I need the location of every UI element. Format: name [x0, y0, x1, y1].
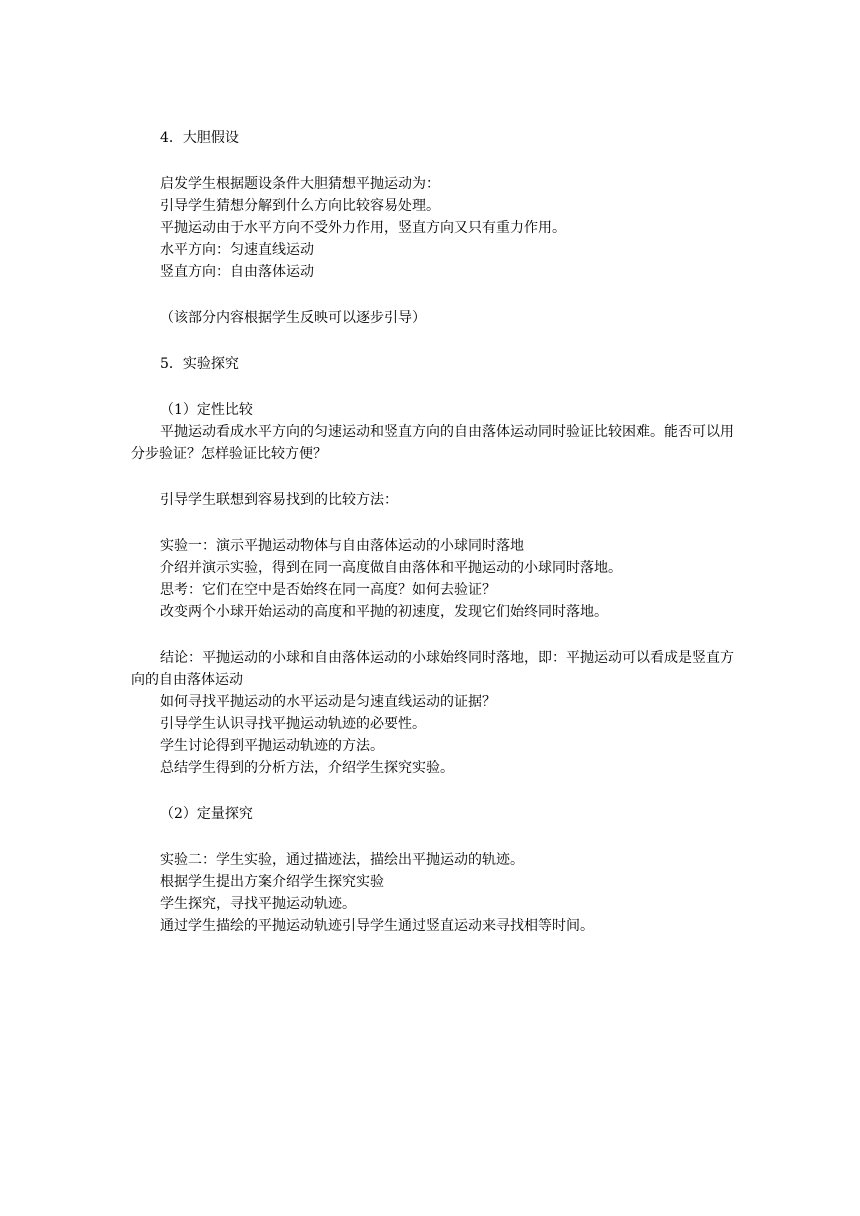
section-4-line: 启发学生根据题设条件大胆猜想平抛运动为： — [160, 176, 440, 192]
followup-line: 如何寻找平抛运动的水平运动是匀速直线运动的证据？ — [160, 694, 496, 710]
quantitative-line: 学生探究，寻找平抛运动轨迹。 — [160, 896, 356, 912]
quantitative-line: 实验二：学生实验，通过描迹法，描绘出平抛运动的轨迹。 — [160, 852, 524, 868]
experiment-line: 介绍并演示实验，得到在同一高度做自由落体和平抛运动的小球同时落地。 — [160, 560, 622, 576]
quantitative-line: 通过学生描绘的平抛运动轨迹引导学生通过竖直运动来寻找相等时间。 — [160, 918, 594, 934]
conclusion-paragraph: 结论：平抛运动的小球和自由落体运动的小球始终同时落地，即：平抛运动可以看成是竖直方向的自由落体运动 — [131, 650, 734, 688]
experiment-line: 实验一：演示平抛运动物体与自由落体运动的小球同时落地 — [160, 538, 524, 554]
section-4-line: 平抛运动由于水平方向不受外力作用，竖直方向又只有重力作用。 — [160, 220, 566, 236]
followup-line: 总结学生得到的分析方法，介绍学生探究实验。 — [160, 760, 454, 776]
quantitative-line: 根据学生提出方案介绍学生探究实验 — [160, 874, 384, 890]
subsection-1-heading: （1）定性比较 — [160, 402, 253, 418]
experiment-line: 改变两个小球开始运动的高度和平抛的初速度，发现它们始终同时落地。 — [160, 604, 608, 620]
section-4-note: （该部分内容根据学生反映可以逐步引导） — [160, 310, 426, 326]
section-4-line: 水平方向：匀速直线运动 — [160, 242, 314, 258]
experiment-line: 思考：它们在空中是否始终在同一高度？如何去验证？ — [160, 582, 496, 598]
followup-line: 学生讨论得到平抛运动轨迹的方法。 — [160, 738, 384, 754]
section-4-line: 竖直方向：自由落体运动 — [160, 264, 314, 280]
guide-text: 引导学生联想到容易找到的比较方法： — [160, 492, 398, 508]
followup-line: 引导学生认识寻找平抛运动轨迹的必要性。 — [160, 716, 426, 732]
subsection-1-paragraph: 平抛运动看成水平方向的匀速运动和竖直方向的自由落体运动同时验证比较困难。能否可以用分步验证？怎样验证比较方便？ — [131, 424, 734, 462]
section-5-heading: 5．实验探究 — [160, 356, 239, 372]
section-4-heading: 4．大胆假设 — [160, 130, 239, 146]
subsection-2-heading: （2）定量探究 — [160, 806, 253, 822]
section-4-line: 引导学生猜想分解到什么方向比较容易处理。 — [160, 198, 440, 214]
